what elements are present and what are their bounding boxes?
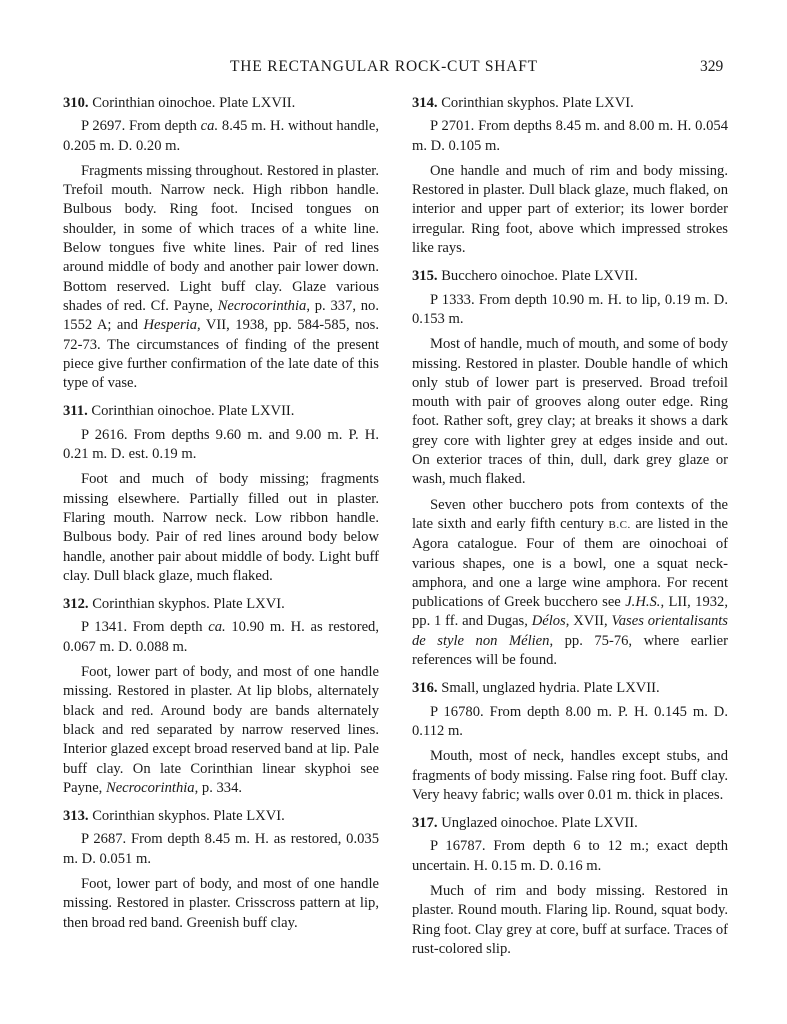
entry-description: Foot and much of body missing; fragments missing elsewhere. Partially filled out in plaster. Flaring mouth. Narrow neck. Low ribbon handle. Bulbous body. Pair of red lines around body below handle, another pair about middle of body. Light buff clay. Dull black glaze, much flaked. [63, 471, 379, 584]
entry-title: Bucchero oinochoe. Plate LXVII. [441, 268, 638, 285]
entry-measurements: P 1341. From depth ca. 10.90 m. H. as restored, 0.067 m. D. 0.088 m. [63, 619, 379, 655]
entry-title: Small, unglazed hydria. Plate LXVII. [441, 680, 660, 697]
entry-number: 315. [412, 268, 438, 285]
entry-number: 313. [63, 808, 89, 825]
entry-heading [412, 267, 728, 286]
entry-measurements: P 16787. From depth 6 to 12 m.; exact depth uncertain. H. 0.15 m. D. 0.16 m. [412, 838, 728, 874]
catalogue-entry-313 [63, 807, 379, 933]
entry-title: Corinthian oinochoe. Plate LXVII. [91, 403, 295, 420]
entry-number: 311. [63, 403, 88, 420]
entry-heading [412, 94, 728, 113]
left-column [63, 94, 379, 942]
entry-title: Corinthian oinochoe. Plate LXVII. [92, 95, 296, 111]
catalogue-entry-315 [412, 267, 728, 670]
entry-heading [63, 94, 379, 113]
entry-measurements: P 16780. From depth 8.00 m. P. H. 0.145 m. D. 0.112 m. [412, 703, 728, 739]
entry-title: Unglazed oinochoe. Plate LXVII. [441, 815, 638, 832]
entry-heading [63, 402, 379, 421]
entry-heading [63, 595, 379, 614]
entry-measurements: P 2616. From depths 9.60 m. and 9.00 m. P. H. 0.21 m. D. est. 0.19 m. [63, 426, 379, 463]
catalogue-entry-317 [412, 814, 728, 959]
entry-heading [412, 814, 728, 833]
entry-title: Corinthian skyphos. Plate LXVI. [92, 808, 285, 825]
catalogue-entry-310 [63, 94, 379, 393]
entry-number: 317. [412, 815, 438, 832]
entry-description: Most of handle, much of mouth, and some of body missing. Restored in plaster. Double handle of which only stub of lower part is preserved. Broad trefoil mouth with pair of grooves along outer edge. Ring foot. Rather soft, grey clay; at breaks it shows a dark grey core with lighter grey at edges inside and out. On exterior traces of thin, dull, dark grey glaze or wash, much flaked. [412, 336, 728, 488]
entry-number: 312. [63, 596, 89, 613]
entry-heading [412, 679, 728, 698]
entry-number: 314. [412, 95, 438, 111]
entry-description: Mouth, most of neck, handles except stubs, and fragments of body missing. False ring foot. Buff clay. Very heavy fabric; walls over 0.01 m. thick in places. [412, 748, 728, 803]
entry-measurements: P 2701. From depths 8.45 m. and 8.00 m. H. 0.054 m. D. 0.105 m. [412, 118, 728, 154]
right-column [412, 94, 728, 968]
entry-description: Foot, lower part of body, and most of one handle missing. Restored in plaster. Crisscross pattern at lip, then broad red band. Greenish buff clay. [63, 875, 379, 931]
entry-measurements: P 2697. From depth ca. 8.45 m. H. without handle, 0.205 m. D. 0.20 m. [63, 118, 379, 154]
entry-description: Fragments missing throughout. Restored in plaster. Trefoil mouth. Narrow neck. High ribbon handle. Bulbous body. Ring foot. Incised tongues on shoulder, in some of which traces of a white line. Below tongues five white lines. Pair of red lines around middle of body and another pair lower down. Bottom reserved. Light buff clay. Glaze various shades of red. Cf. Payne, Necrocorinthia, p. 337, no. 1552 A; and Hesperia, VII, 1938, pp. 584-585, nos. 72-73. The circumstances of finding of the present piece give further confirmation of the late date of this type of vase. [63, 162, 379, 392]
entry-measurements: P 1333. From depth 10.90 m. H. to lip, 0.19 m. D. 0.153 m. [412, 291, 728, 327]
running-title: THE RECTANGULAR ROCK-CUT SHAFT [230, 58, 538, 75]
catalogue-entry-312 [63, 595, 379, 798]
catalogue-entry-314 [412, 94, 728, 258]
catalogue-entry-311 [63, 402, 379, 586]
entry-description: Foot, lower part of body, and most of one handle missing. Restored in plaster. At lip blobs, alternately black and red. Around body are bands alternately black and red separated by narrow reserved lines. Interior glazed except broad reserved band at lip. Pale buff clay. On late Corinthian linear skyphoi see Payne, Necrocorinthia, p. 334. [63, 664, 379, 796]
entry-number: 316. [412, 680, 438, 697]
entry-title: Corinthian skyphos. Plate LXVI. [441, 95, 634, 111]
entry-description: One handle and much of rim and body missing. Restored in plaster. Dull black glaze, much flaked, on interior and upper part of exterior; its lower border irregular. Ring foot, above which impressed strokes like rays. [412, 162, 728, 257]
page-number: 329 [700, 58, 724, 75]
entry-heading [63, 807, 379, 826]
entry-measurements: P 2687. From depth 8.45 m. H. as restored, 0.035 m. D. 0.051 m. [63, 831, 379, 867]
entry-number: 310. [63, 95, 89, 111]
entry-description: Much of rim and body missing. Restored in plaster. Round mouth. Flaring lip. Round, squat body. Ring foot. Clay grey at core, buff at surface. Traces of rust-colored slip. [412, 882, 728, 957]
catalogue-entry-316 [412, 679, 728, 805]
entry-note: Seven other bucchero pots from contexts of the late sixth and early fifth century B.C. are listed in the Agora catalogue. Four of them are oinochoai of various shapes, one is a bowl, one a squat neck-amphora, and one a large wine amphora. For recent publications of Greek bucchero see J.H.S., LII, 1932, pp. 1 ff. and Dugas, Délos, XVII, Vases orientalisants de style non Mélien, pp. 75-76, where earlier references will be found. [412, 496, 729, 669]
entry-title: Corinthian skyphos. Plate LXVI. [92, 596, 285, 613]
